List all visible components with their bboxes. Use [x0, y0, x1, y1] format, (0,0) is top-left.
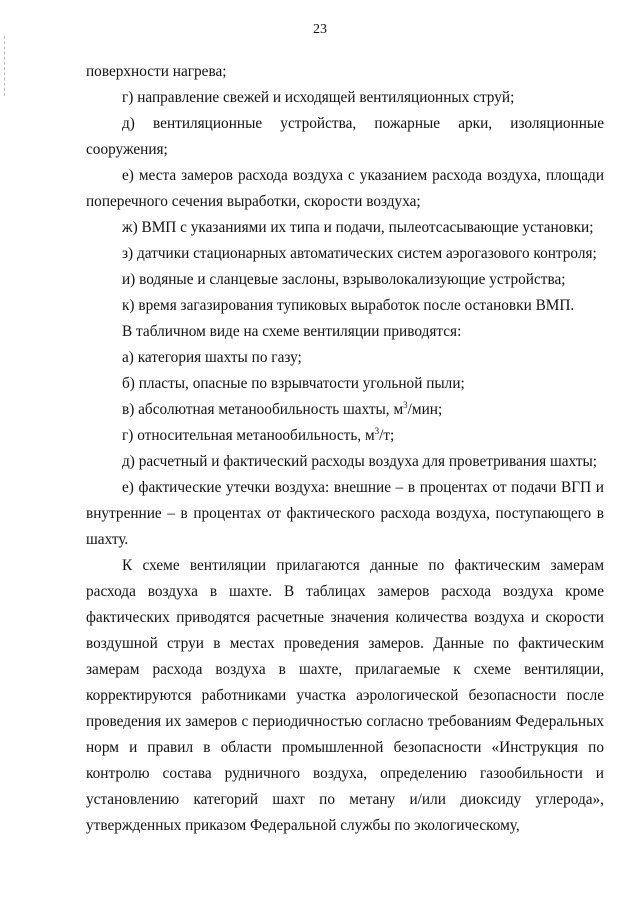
paragraph: д) расчетный и фактический расходы воздуха для проветривания шахты;	[122, 453, 598, 470]
paragraph: е) фактические утечки воздуха: внешние – в процентах от подачи ВГП и внутренние – в процентах от фактического расхода воздуха, поступающего в шахту.	[86, 479, 604, 548]
paragraph-text-after: /мин;	[407, 401, 443, 418]
paragraph-with-unit	[86, 397, 604, 423]
paragraph: к) время загазирования тупиковых выработок после остановки ВМП.	[122, 297, 575, 314]
paragraph-text: г) относительная метанообильность, м	[122, 427, 375, 444]
paragraph: поверхности нагрева;	[86, 63, 227, 80]
paragraph-text-after: /т;	[379, 427, 395, 444]
paragraph: з) датчики стационарных автоматических систем аэрогазового контроля;	[122, 245, 597, 262]
paragraph: ж) ВМП с указаниями их типа и подачи, пылеотсасывающие установки;	[122, 219, 594, 236]
unit-exponent: 3	[374, 426, 380, 436]
paragraph: В табличном виде на схеме вентиляции приводятся:	[122, 323, 462, 340]
paragraph: а) категория шахты по газу;	[122, 349, 302, 366]
unit-exponent: 3	[403, 400, 408, 410]
paragraph: б) пласты, опасные по взрывчатости угольной пыли;	[122, 375, 465, 392]
paragraph-with-unit	[86, 423, 604, 449]
paragraph-text: в) абсолютная метанообильность шахты, м	[122, 401, 404, 418]
paragraph: К схеме вентиляции прилагаются данные по фактическим замерам расхода воздуха в шахте. В таблицах замеров расхода воздуха кроме фактических приводятся расчетные значения количества воздуха и скорости воздушной струи в местах проведения замеров. Данные по фактическим замерам расхода воздуха в шахте, прилагаемые к схеме вентиляции, корректируются работниками участка аэрологической безопасности после проведения их замеров с периодичностью согласно требованиям Федеральных норм и правил в области промышленной безопасности «Инструкция по контролю состава рудничного воздуха, определению газообильности и установлению категорий шахт по метану и/или диоксиду углерода», утвержденных приказом Федеральной службы по экологическому,	[86, 557, 604, 834]
paragraph: и) водяные и сланцевые заслоны, взрыволокализующие устройства;	[122, 271, 566, 288]
scan-margin-line	[4, 36, 6, 96]
page-number: 23	[313, 22, 327, 37]
paragraph: д) вентиляционные устройства, пожарные арки, изоляционные сооружения;	[86, 115, 604, 158]
paragraph: е) места замеров расхода воздуха с указанием расхода воздуха, площади поперечного сечения выработки, скорости воздуха;	[86, 167, 604, 210]
paragraph: г) направление свежей и исходящей вентиляционных струй;	[122, 89, 515, 106]
document-body	[86, 59, 604, 839]
